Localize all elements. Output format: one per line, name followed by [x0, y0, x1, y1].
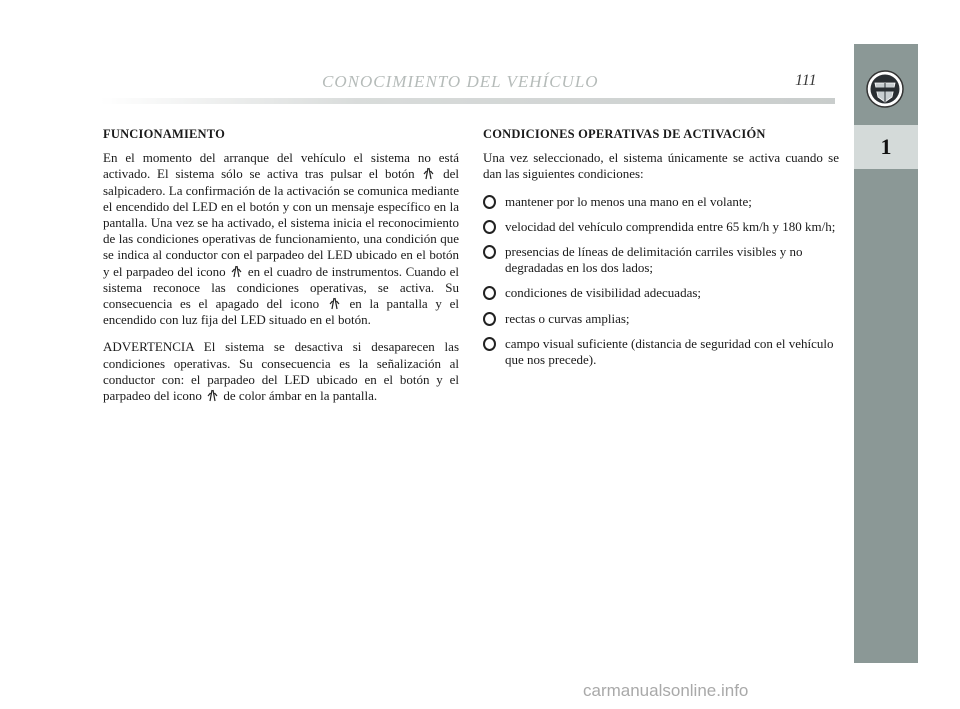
list-item [483, 311, 839, 327]
text-span: ADVERTENCIA El sistema se desactiva si desaparecen las condiciones operativas. Su consecuencia es la señalización al conductor con: el parpadeo del LED ubicado en el botón y el parpadeo del icono [103, 339, 459, 404]
lane-departure-icon [231, 265, 242, 278]
list-item-text: rectas o curvas amplias; [505, 310, 630, 326]
paragraph-funcionamiento [103, 150, 459, 328]
list-item [483, 219, 839, 235]
text-span: En el momento del arranque del vehículo el sistema no está activado. El sistema sólo se activa tras pulsar el botón [103, 150, 459, 182]
text-span: en el cuadro de instrumentos. Cuando el sistema reconoce las condiciones operativas, se activa. Su consecuencia es el apagado del icono [103, 263, 460, 312]
conditions-list [483, 194, 839, 369]
bullet-icon [483, 245, 496, 259]
list-item-text: presencias de líneas de delimitación carriles visibles y no degradadas en los dos lados; [505, 244, 803, 276]
lancia-logo-icon [865, 69, 905, 109]
list-item-text: campo visual suficiente (distancia de seguridad con el vehículo que nos precede). [505, 335, 834, 368]
page-number: 111 [795, 72, 817, 89]
left-column [103, 126, 459, 415]
bullet-icon [483, 220, 496, 234]
list-item [483, 285, 839, 301]
header-rule [100, 98, 835, 104]
list-item-text: velocidad del vehículo comprendida entre 65 km/h y 180 km/h; [505, 218, 836, 234]
chapter-number: 1 [880, 134, 892, 159]
list-item-text: mantener por lo menos una mano en el volante; [505, 193, 752, 209]
bullet-icon [483, 195, 496, 209]
paragraph-advertencia [103, 339, 459, 404]
watermark-link[interactable]: carmanualsonline.info [583, 681, 749, 700]
list-item-text: condiciones de visibilidad adecuadas; [505, 285, 702, 301]
text-span: del salpicadero. La confirmación de la activación se comunica mediante el encendido del LED en el botón y con un mensaje específico en la pantalla. Una vez se ha activado, el sistema inicia el reconocimiento de las condiciones operativas de funcionamiento, una condición que se indica al conductor con el parpadeo del LED ubicado en el botón y el parpadeo del icono [103, 166, 459, 279]
text-span: en la pantalla y el encendido con luz fija del LED situado en el botón. [103, 296, 459, 328]
lane-departure-icon [423, 167, 434, 180]
lane-departure-icon [207, 389, 218, 402]
list-item [483, 336, 839, 368]
list-item [483, 244, 839, 276]
running-header-title: CONOCIMIENTO DEL VEHÍCULO [322, 72, 599, 91]
bullet-icon [483, 286, 496, 300]
paragraph-intro: Una vez seleccionado, el sistema únicamente se activa cuando se dan las siguientes condiciones: [483, 150, 839, 182]
section-heading-funcionamiento: FUNCIONAMIENTO [103, 127, 226, 141]
section-heading-condiciones: CONDICIONES OPERATIVAS DE ACTIVACIÓN [483, 127, 766, 141]
chapter-indicator [854, 125, 918, 169]
lane-departure-icon [329, 297, 340, 310]
text-span: de color ámbar en la pantalla. [223, 388, 378, 404]
bullet-icon [483, 337, 496, 351]
list-item [483, 194, 839, 210]
bullet-icon [483, 312, 496, 326]
right-column [483, 126, 839, 377]
